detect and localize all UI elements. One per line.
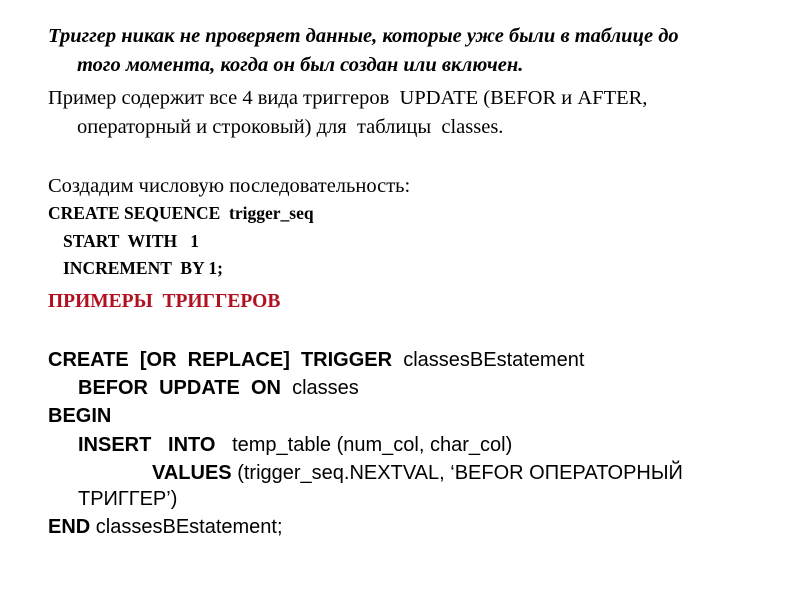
code-line-4: [78, 435, 512, 455]
code-text: classesBEstatement;: [90, 516, 283, 538]
code-keyword: BEFOR UPDATE ON: [78, 377, 281, 399]
code-line-7: [48, 517, 283, 537]
sequence-line-3: INCREMENT BY 1;: [63, 258, 223, 278]
code-keyword: END: [48, 516, 91, 538]
sequence-line-1: CREATE SEQUENCE trigger_seq: [48, 203, 314, 223]
code-line-1: [48, 350, 584, 370]
examples-heading: ПРИМЕРЫ ТРИГГЕРОВ: [48, 291, 281, 312]
code-line-6: ТРИГГЕР’): [78, 488, 178, 510]
example-line-1: Пример содержит все 4 вида триггеров UPDATE (BEFOR и AFTER,: [48, 87, 648, 109]
code-keyword: BEGIN: [48, 405, 112, 427]
code-line-3: [48, 406, 111, 426]
sequence-line-2: START WITH 1: [63, 231, 200, 251]
code-text: classesBEstatement: [392, 349, 585, 371]
code-text: (trigger_seq.NEXTVAL, ‘BEFOR ОПЕРАТОРНЫЙ: [231, 462, 683, 484]
code-line-5: [152, 463, 683, 483]
note-line-2: того момента, когда он был создан или включен.: [77, 54, 524, 76]
code-line-2: [78, 378, 359, 398]
sequence-intro: Создадим числовую последовательность:: [48, 175, 411, 197]
code-keyword: VALUES: [152, 462, 232, 484]
code-keyword: CREATE [OR REPLACE] TRIGGER: [48, 349, 393, 371]
code-text: classes: [280, 377, 359, 399]
note-line-1: Триггер никак не проверяет данные, которые уже были в таблице до: [48, 25, 679, 47]
code-text: temp_table (num_col, char_col): [215, 434, 513, 456]
code-keyword: INSERT INTO: [78, 434, 216, 456]
example-line-2: операторный и строковый) для таблицы classes.: [77, 116, 504, 138]
